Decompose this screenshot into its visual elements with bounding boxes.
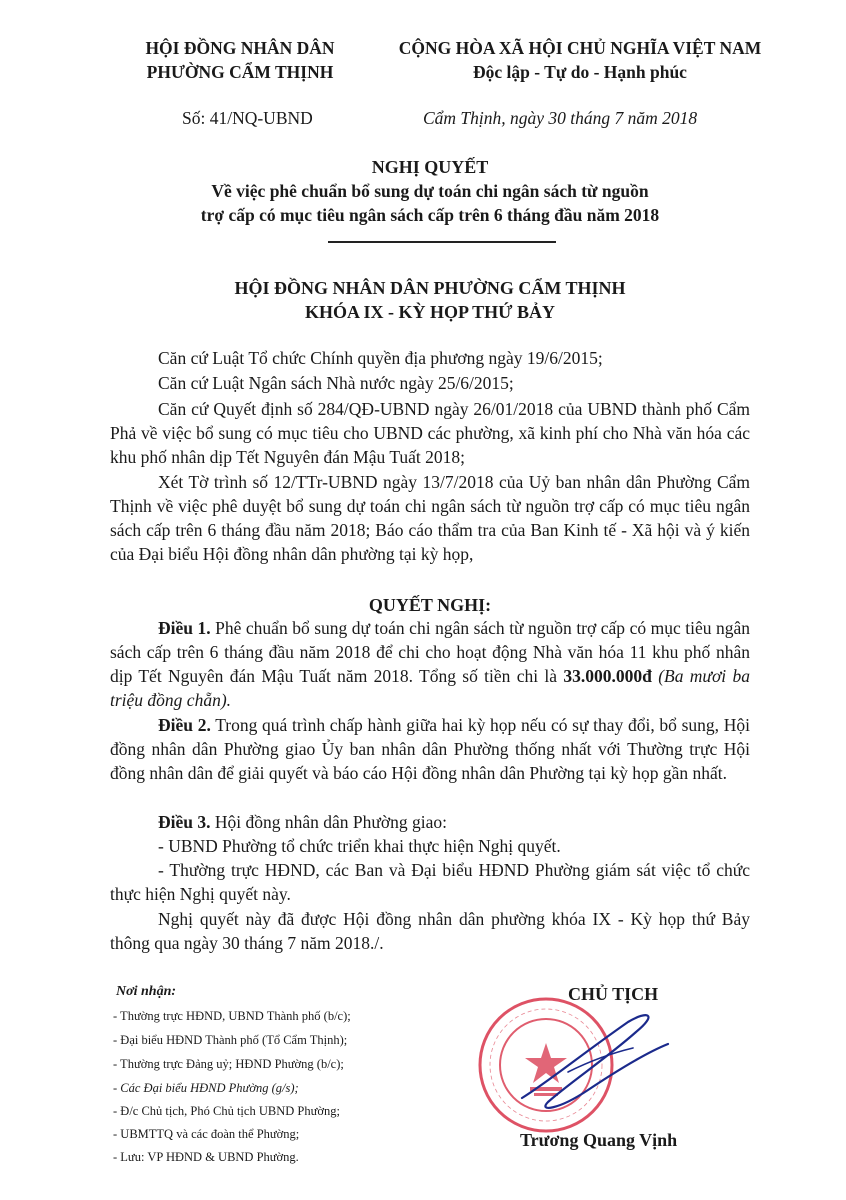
article-2 (110, 713, 750, 785)
recipient-item: - Đại biểu HĐND Thành phố (Tổ Cẩm Thịnh); (113, 1033, 348, 1047)
article-1-amount-words: (Ba mươi ba triệu đồng chẵn). (110, 666, 750, 710)
closing-statement: Nghị quyết này đã được Hội đồng nhân dân phường khóa IX - Kỳ họp thứ Bảy thông qua ngày 30 tháng 7 năm 2018./. (110, 909, 750, 953)
place-and-date: Cẩm Thịnh, ngày 30 tháng 7 năm 2018 (423, 108, 698, 128)
document-title: NGHỊ QUYẾT (371, 157, 489, 177)
handwritten-signature (508, 1002, 678, 1122)
article-2-label: Điều 2. (158, 715, 211, 735)
article-2-text: Trong quá trình chấp hành giữa hai kỳ họp nếu có sự thay đổi, bổ sung, Hội đồng nhân dân Phường giao Ủy ban nhân dân Phường thống nhất với Thường trực Hội đồng nhân dân để giải quyết và báo cáo Hội đồng nhân dân Phường tại kỳ họp gần nhất. (110, 715, 750, 783)
signatory-name: Trương Quang Vịnh (520, 1130, 678, 1150)
recipient-item: - Thường trực Đảng uỷ; HĐND Phường (b/c); (113, 1057, 344, 1071)
issuer-line1: HỘI ĐỒNG NHÂN DÂN (145, 38, 335, 58)
country-name: CỘNG HÒA XÃ HỘI CHỦ NGHĨA VIỆT NAM (398, 38, 762, 58)
recipient-item: - Lưu: VP HĐND & UBND Phường. (113, 1150, 299, 1164)
session-name: KHÓA IX - KỲ HỌP THỨ BẢY (304, 302, 556, 322)
title-subject-line2: trợ cấp có mục tiêu ngân sách cấp trên 6 tháng đầu năm 2018 (200, 205, 660, 225)
basis-1: Căn cứ Luật Tổ chức Chính quyền địa phương ngày 19/6/2015; (158, 348, 603, 368)
article-1-label: Điều 1. (158, 618, 211, 638)
article-1 (110, 616, 750, 712)
resolves-heading: QUYẾT NGHỊ: (368, 595, 492, 615)
signatory-title: CHỦ TỊCH (568, 984, 659, 1004)
document-number: Số: 41/NQ-UBND (182, 108, 313, 128)
council-name: HỘI ĐỒNG NHÂN DÂN PHƯỜNG CẨM THỊNH (234, 278, 626, 298)
article-1-amount: 33.000.000đ (563, 666, 652, 686)
recipient-item: - Đ/c Chủ tịch, Phó Chủ tịch UBND Phường; (113, 1104, 340, 1118)
title-divider (328, 241, 556, 243)
recipient-item: - Các Đại biểu HĐND Phường (g/s); (113, 1081, 299, 1095)
article-3 (110, 810, 750, 834)
recipient-item: - Thường trực HĐND, UBND Thành phố (b/c); (113, 1009, 351, 1023)
recipient-item: - UBMTTQ và các đoàn thể Phường; (113, 1127, 300, 1141)
recipients-title: Nơi nhận: (116, 984, 177, 999)
issuer-block (120, 36, 360, 84)
national-motto-block (380, 36, 780, 84)
basis-3: Căn cứ Quyết định số 284/QĐ-UBND ngày 26/01/2018 của UBND thành phố Cẩm Phả về việc bổ sung có mục tiêu cho UBND các phường, xã kinh phí cho Nhà văn hóa các khu phố nhân dịp Tết Nguyên đán Mậu Tuất 2018; (110, 399, 750, 467)
motto: Độc lập - Tự do - Hạnh phúc (473, 62, 687, 82)
article-3-label: Điều 3. (158, 812, 211, 832)
title-subject-line1: Về việc phê chuẩn bổ sung dự toán chi ngân sách từ nguồn (211, 181, 649, 201)
basis-4: Xét Tờ trình số 12/TTr-UBND ngày 13/7/2018 của Uỷ ban nhân dân Phường Cẩm Thịnh về việc phê duyệt bổ sung dự toán chi ngân sách từ nguồn trợ cấp có mục tiêu ngân sách cấp trên 6 tháng đầu năm 2018; Báo cáo thẩm tra của Ban Kinh tế - Xã hội và ý kiến của Đại biểu Hội đồng nhân dân phường tại kỳ họp, (110, 472, 750, 564)
article-3-item-2: - Thường trực HĐND, các Ban và Đại biểu HĐND Phường giám sát việc tổ chức thực hiện Nghị quyết này. (110, 860, 750, 904)
basis-2: Căn cứ Luật Ngân sách Nhà nước ngày 25/6/2015; (158, 373, 514, 393)
article-1-text: Phê chuẩn bổ sung dự toán chi ngân sách từ nguồn trợ cấp có mục tiêu ngân sách cấp trên 6 tháng đầu năm 2018 để chi cho hoạt động Nhà văn hóa 11 khu phố nhân dịp Tết Nguyên đán Mậu Tuất năm 2018. Tổng số tiền chi là (110, 618, 750, 686)
issuer-line2: PHƯỜNG CẨM THỊNH (146, 62, 334, 82)
article-3-text: Hội đồng nhân dân Phường giao: (210, 812, 447, 832)
article-3-item-1: - UBND Phường tổ chức triển khai thực hiện Nghị quyết. (158, 836, 561, 856)
